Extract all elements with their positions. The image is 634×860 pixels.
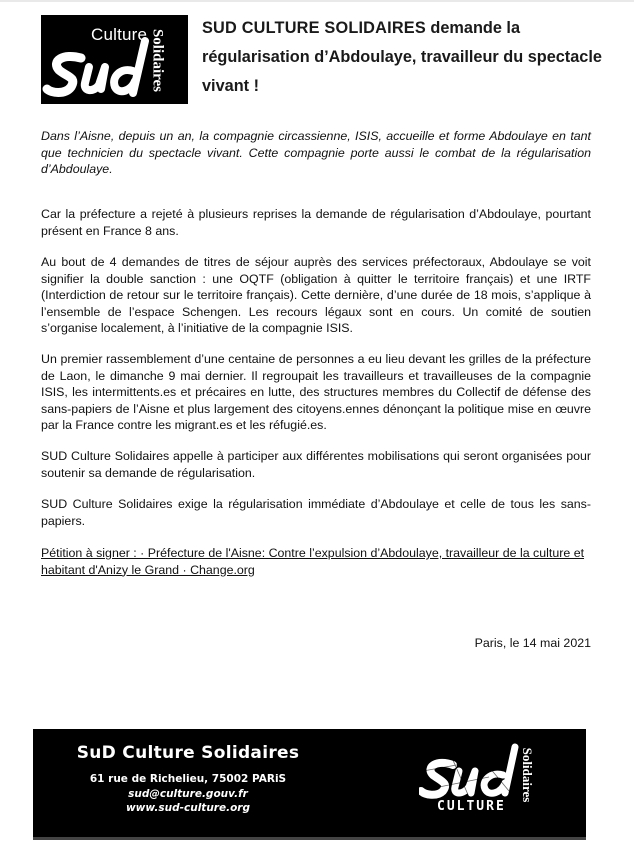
footer-sud-logo: [419, 741, 559, 827]
paragraph-rassemblement: Un premier rassemblement d’une centaine de personnes a eu lieu devant les grilles de la préfecture de Laon, le dimanche 9 mai dernier. Il regroupait les travailleurs et travailleuses de la compagnie ISIS, les intermittents.es et précaires en lutte, des structures membres du Collectif de défense des sans-papiers de l’Aisne et plus largement des citoyens.ennes dénonçant la politique mise en œuvre par la France contre les migrant.es et les réfugié.es.: [41, 352, 591, 433]
paragraph-mobilisation: SUD Culture Solidaires appelle à participer aux différentes mobilisations qui seront organisées pour soutenir sa demande de régularisation.: [41, 449, 591, 480]
footer-logo-solidaires-text: Solidaires: [520, 747, 535, 803]
logo-culture-text: Culture: [91, 25, 148, 44]
paragraph-prefecture: Car la préfecture a rejeté à plusieurs reprises la demande de régularisation d’Abdoulaye, pourtant présent en France 8 ans.: [41, 207, 591, 238]
paragraph-exigence: SUD Culture Solidaires exige la régularisation immédiate d’Abdoulaye et celle de tous les sans-papiers.: [41, 497, 591, 528]
date-line: Paris, le 14 mai 2021: [474, 636, 591, 650]
page-title: [202, 14, 622, 101]
footer-address: 61 rue de Richelieu, 75002 PARiS: [89, 773, 287, 785]
petition-link[interactable]: Pétition à signer : · Préfecture de l'Aisne: Contre l’expulsion d’Abdoulaye, travailleur de la culture et habitant d'Anizy le Grand · Change.org: [41, 546, 585, 577]
footer-email[interactable]: sud@culture.gouv.fr: [128, 788, 248, 800]
title-text: demande la régularisation d’Abdoulaye, travailleur du spectacle vivant !: [202, 19, 602, 95]
paragraph-intro: Dans l’Aisne, depuis un an, la compagnie circassienne, ISIS, accueille et forme Abdoulaye en tant que technicien du spectacle vivant. Cette compagnie porte aussi le combat de la régularisation d’Abdoulaye.: [41, 129, 591, 177]
footer-logo-culture-text: CULTURE: [437, 799, 506, 814]
sud-culture-logo: [41, 15, 188, 104]
paragraph-sanctions: Au bout de 4 demandes de titres de séjour auprès des services préfectoraux, Abdoulaye se voit signifier la double sanction : une OQTF (obligation à quitter le territoire français) et une IRTF (Interdiction de retour sur le territoire français). Cette dernière, d’une durée de 18 mois, s’applique à l’ensemble de l’espace Schengen. Les recours légaux sont en cours. Un comité de soutien s’organise localement, à l’initiative de la compagnie ISIS.: [41, 255, 591, 336]
title-org: SUD CULTURE SOLIDAIRES: [202, 19, 426, 37]
logo-solidaires-text: Solidaires: [149, 28, 166, 93]
page-top-border: [0, 0, 634, 2]
footer-org-name: SuD Culture Solidaires: [76, 743, 300, 763]
footer-banner: [33, 729, 586, 840]
footer-website[interactable]: www.sud-culture.org: [125, 802, 250, 814]
